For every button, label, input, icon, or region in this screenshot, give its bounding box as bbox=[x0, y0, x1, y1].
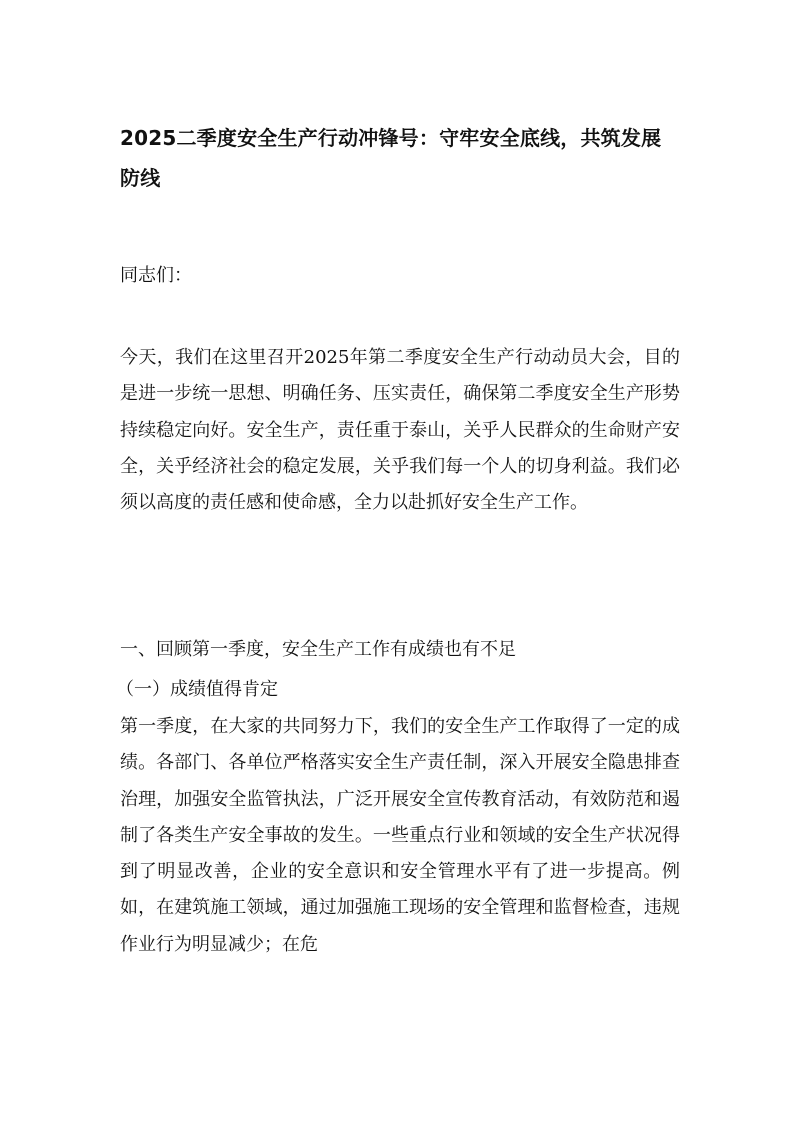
section-heading: 一、回顾第一季度，安全生产工作有成绩也有不足 bbox=[120, 639, 516, 660]
salutation: 同志们： bbox=[120, 265, 192, 286]
achievements-paragraph: 第一季度，在大家的共同努力下，我们的安全生产工作取得了一定的成绩。各部门、各单位严格落实安全生产责任制，深入开展安全隐患排查治理，加强安全监管执法，广泛开展安全宣传教育活动，有效防范和遏制了各类生产安全事故的发生。一些重点行业和领域的安全生产状况得到了明显改善，企业的安全意识和安全管理水平有了进一步提高。例如，在建筑施工领域，通过加强施工现场的安全管理和监督检查，违规作业行为明显减少；在危 bbox=[120, 716, 680, 955]
document-title: 2025二季度安全生产行动冲锋号：守牢安全底线，共筑发展防线 bbox=[120, 126, 662, 190]
subsection-heading: （一）成绩值得肯定 bbox=[116, 679, 278, 700]
intro-paragraph: 今天，我们在这里召开2025年第二季度安全生产行动动员大会，目的是进一步统一思想、明确任务、压实责任，确保第二季度安全生产形势持续稳定向好。安全生产，责任重于泰山，关乎人民群众的生命财产安全，关乎经济社会的稳定发展，关乎我们每一个人的切身利益。我们必须以高度的责任感和使命感，全力以赴抓好安全生产工作。 bbox=[120, 347, 680, 514]
